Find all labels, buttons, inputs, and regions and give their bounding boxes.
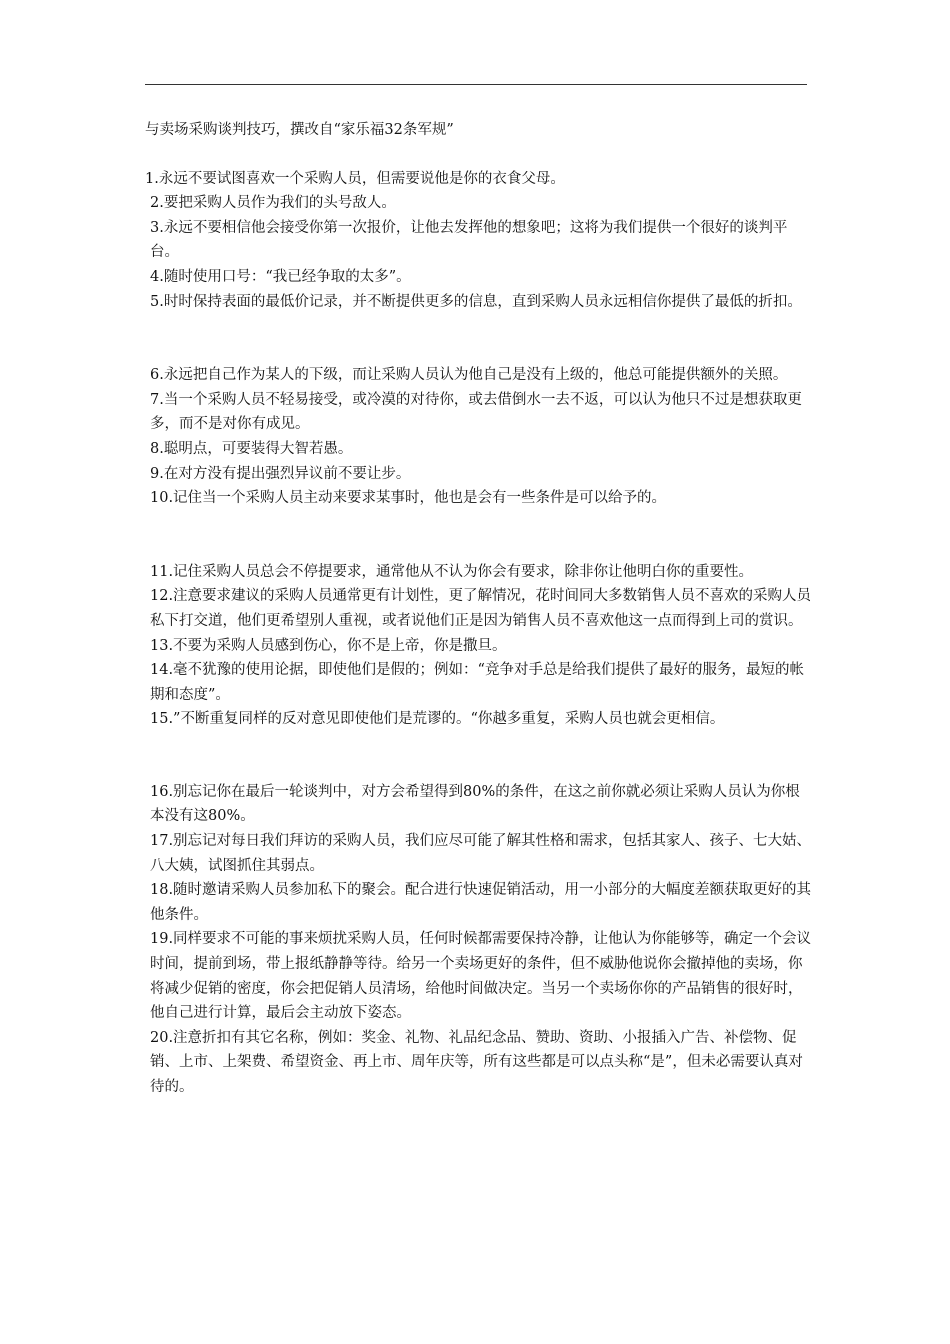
rule-item-19: 19.同样要求不可能的事来烦扰采购人员，任何时候都需要保持冷静，让他认为你能够等，确定一个会议时间，提前到场，带上报纸静静等待。给另一个卖场更好的条件，但不威胁他说你会撤掉他的卖场，你将减少促销的密度，你会把促销人员清场，给他时间做决定。当另一个卖场你你的产品销售的很好时，他自己进行计算，最后会主动放下姿态。 xyxy=(150,931,812,1022)
rule-item-3: 3.永远不要相信他会接受你第一次报价，让他去发挥他的想象吧；这将为我们提供一个很好的谈判平台。 xyxy=(150,219,788,261)
rule-item-7: 7.当一个采购人员不轻易接受，或冷漠的对待你，或去借倒水一去不返，可以认为他只不过是想获取更多，而不是对你有成见。 xyxy=(150,391,802,433)
rule-item-6: 6.永远把自己作为某人的下级，而让采购人员认为他自己是没有上级的，他总可能提供额外的关照。 xyxy=(150,367,788,384)
rule-item-11: 11.记住采购人员总会不停提要求，通常他从不认为你会有要求，除非你让他明白你的重要性。 xyxy=(150,563,754,580)
rule-item-17: 17.别忘记对每日我们拜访的采购人员，我们应尽可能了解其性格和需求，包括其家人、孩子、七大姑、八大姨，试图抓住其弱点。 xyxy=(150,833,812,874)
rule-item-16: 16.别忘记你在最后一轮谈判中，对方会希望得到80%的条件，在这之前你就必须让采购人员认为你根本没有这80%。 xyxy=(150,783,800,825)
rule-item-18: 18.随时邀请采购人员参加私下的聚会。配合进行快速促销活动，用一小部分的大幅度差额获取更好的其他条件。 xyxy=(150,882,812,923)
rule-item-15: 15.”不断重复同样的反对意见即使他们是荒谬的。“你越多重复，采购人员也就会更相信。 xyxy=(150,711,725,728)
document-title: 与卖场采购谈判技巧，撰改自“家乐福32条军规” xyxy=(145,122,454,138)
section-gap xyxy=(145,732,813,780)
rule-item-8: 8.聪明点，可要装得大智若愚。 xyxy=(150,440,353,457)
section-gap xyxy=(145,314,813,363)
rule-item-10: 10.记住当一个采购人员主动来要求某事时，他也是会有一些条件是可以给予的。 xyxy=(150,490,667,507)
rule-item-4: 4.随时使用口号：“我已经争取的太多”。 xyxy=(150,268,411,285)
header-rule xyxy=(145,84,807,85)
document-body xyxy=(145,118,813,1100)
rule-item-5: 5.时时保持表面的最低价记录，并不断提供更多的信息，直到采购人员永远相信你提供了最低的折扣。 xyxy=(150,293,802,310)
rule-item-2: 2.要把采购人员作为我们的头号敌人。 xyxy=(150,195,396,212)
rule-item-20: 20.注意折扣有其它名称，例如：奖金、礼物、礼品纪念品、赞助、资助、小报插入广告、补偿物、促销、上市、上架费、希望资金、再上市、周年庆等，所有这些都是可以点头称“是”，但未必需要认真对待的。 xyxy=(150,1029,803,1095)
rule-item-14: 14.毫不犹豫的使用论据，即使他们是假的；例如：“竞争对手总是给我们提供了最好的服务，最短的帐期和态度”。 xyxy=(150,662,804,703)
rule-item-1: 1.永远不要试图喜欢一个采购人员，但需要说他是你的衣食父母。 xyxy=(145,170,565,187)
section-gap xyxy=(145,511,813,560)
rule-item-13: 13.不要为采购人员感到伤心，你不是上帝，你是撒旦。 xyxy=(150,637,507,654)
rule-item-12: 12.注意要求建议的采购人员通常更有计划性，更了解情况，花时间同大多数销售人员不喜欢的采购人员私下打交道，他们更希望别人重视，或者说他们正是因为销售人员不喜欢他这一点而得到上司的赏识。 xyxy=(150,588,812,629)
rule-item-9: 9.在对方没有提出强烈异议前不要让步。 xyxy=(150,465,411,482)
